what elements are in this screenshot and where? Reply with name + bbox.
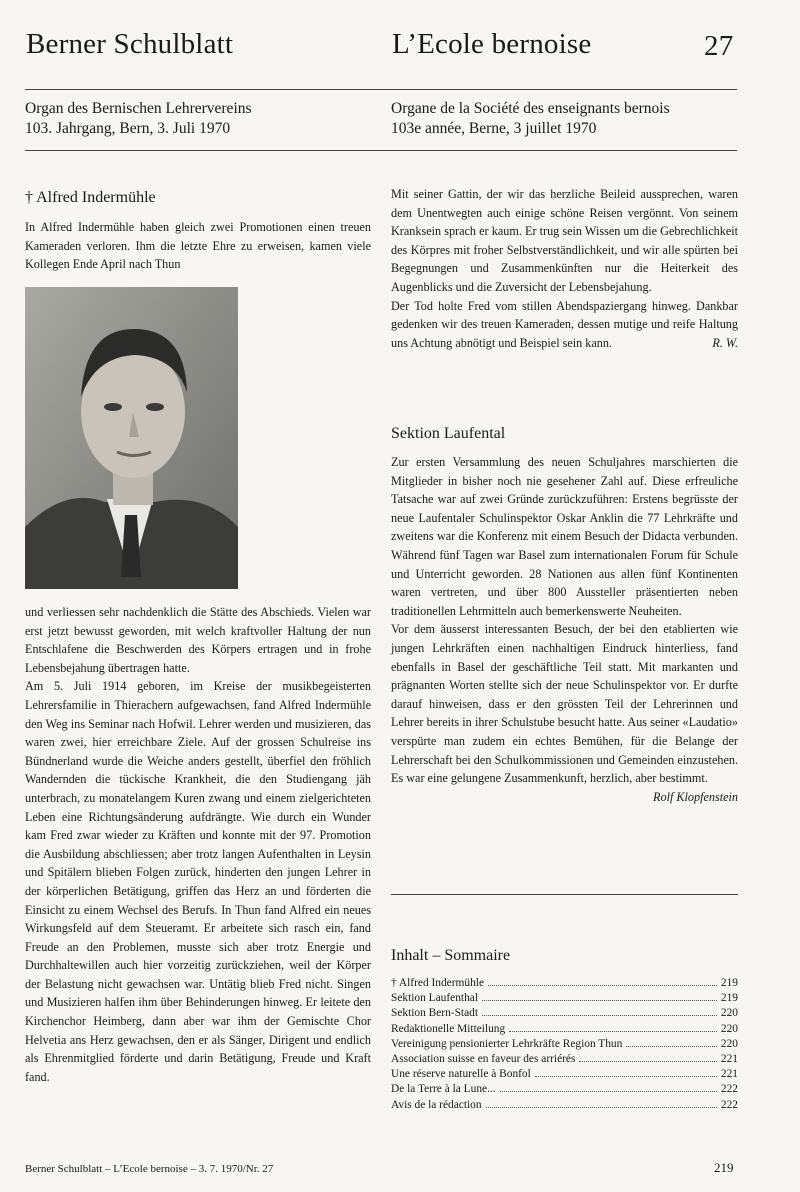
obituary-biography: Am 5. Juli 1914 geboren, im Kreise der musikbegeisterten Lehrersfamilie in Thierachern aufgewachsen, fand Alfred Indermühle den Weg ins Seminar nach Hofwil. Lehrer werden und musizieren, das waren zwei, hier erreichbare Ziele. Auf der grossen Schulreise ins Bündnerland wurde die Weiche anders gestellt, überfiel den fröhlich Wandernden die tückische Krankheit, die den Studiengang jäh unterbrach, zu monatelangem Kuren zwang und einem zielgerichteten Leben eine Richtungsänderung aufdrängte. Wie durch ein Wunder kam Fred zwar wieder zu Kräften und konnte mit der 97. Promotion die Ausbildung abschliessen; aber trotz langen Aufenthalten in Leysin und Spitälern blieben Folgen zurück, hinderten den jungen Lehrer in der körperlichen Betätigung, griffen das Herz an und förderten die Einsicht zu einem Wechsel des Berufs. In Thun fand Alfred ein neues Wirkungsfeld auf dem Steueramt. Er arbeitete sich rasch ein, fand Freude an den Problemen, musste sich aber trotz Energie und Durchhaltewillen auch hier vorzeitig zurückziehen, weil der Körper der Belastung nicht gewachsen war. Untätig blieb Fred nicht. Singen und Musizieren halfen ihm über Behinderungen hinweg. Er leitete den Kirchenchor Heimberg, dann aber war ihm der Gemischte Chor Helvetia ans Herz gewachsen, den er als Sänger, Dirigent und endlich als Ehrenmitglied förderte und darin Betätigung, Freude und Kraft fand. (25, 679, 371, 1084)
laufental-title: Sektion Laufental (391, 425, 506, 442)
toc-item[interactable]: Une réserve naturelle à Bonfol 221 (391, 1068, 738, 1081)
obituary-intro (25, 218, 371, 274)
obituary-body-left (25, 603, 371, 1086)
toc-rule (391, 894, 738, 895)
laufental-p1: Zur ersten Versammlung des neuen Schuljahres marschierten die Mitglieder in bisher noch nie gesehener Zahl auf. Diese erfreuliche Tatsache war auf zwei Gründe zurückzuführen: Erstens begrüsste der neue Laufentaler Schulinspektor Oskar Anklin die 77 Lehrkräfte und zweitens war die Konferenz mit einem Besuch der Didacta verbunden. Während fünf Tagen war Basel zum internationalen Forum für Schule und Unterricht geworden. 28 Nationen aus allen fünf Kontinenten waren vertreten, und über 800 Aussteller präsentierten neben traditionellen Lehrmitteln auch bemerkenswerte Neuheiten. (391, 455, 738, 618)
obituary-continuation: und verliessen sehr nachdenklich die Stätte des Abschieds. Vielen war erst jetzt bewusst geworden, mit welch kraftvoller Haltung der nun Entschlafene die Beschwerden des Körpers ertragen und in frohe Lebensbejahung übertragen hatte. (25, 605, 371, 675)
subhead-de-line1: Organ des Bernischen Lehrervereins (25, 100, 252, 117)
subhead-fr-line2: 103e année, Berne, 3 juillet 1970 (391, 120, 597, 137)
toc-item[interactable]: Redaktionelle Mitteilung 220 (391, 1022, 738, 1035)
obituary-body-right (391, 185, 738, 352)
toc-item[interactable]: Avis de la rédaction 222 (391, 1098, 738, 1111)
header-rule-bottom (25, 150, 737, 151)
footer-citation: Berner Schulblatt – L’Ecole bernoise – 3. 7. 1970/Nr. 27 (25, 1163, 274, 1175)
laufental-signature: Rolf Klopfenstein (653, 789, 738, 804)
obituary-right-p2 (391, 297, 738, 353)
masthead-de: Berner Schulblatt (26, 28, 234, 60)
page-number: 27 (704, 30, 734, 62)
subhead-de (25, 99, 252, 139)
toc-item[interactable]: † Alfred Indermühle 219 (391, 977, 738, 989)
subhead-fr-line1: Organe de la Société des enseignants bernois (391, 100, 670, 117)
obituary-intro-text: In Alfred Indermühle haben gleich zwei Promotionen einen treuen Kameraden verloren. Ihm die letzte Ehre zu erweisen, kamen viele Kollegen Ende April nach Thun (25, 220, 371, 272)
header-rule-top (25, 89, 737, 90)
obituary-title: † Alfred Indermühle (25, 189, 156, 206)
footer-page-number: 219 (714, 1160, 734, 1175)
laufental-body (391, 453, 738, 806)
toc-item[interactable]: Association suisse en faveur des arriérés 221 (391, 1053, 738, 1066)
laufental-p2 (391, 620, 738, 804)
toc-item[interactable]: Sektion Bern-Stadt 220 (391, 1007, 738, 1020)
portrait-photo (25, 287, 238, 589)
subhead-de-line2: 103. Jahrgang, Bern, 3. Juli 1970 (25, 120, 231, 137)
obituary-right-p2-text: Der Tod holte Fred vom stillen Abendspaziergang hinweg. Dankbar gedenken wir des treuen Kameraden, dessen mutige und reife Haltung uns Achtung abnötigt und Beispiel sein kann. (391, 298, 738, 350)
toc-item[interactable]: Vereinigung pensionierter Lehrkräfte Region Thun 220 (391, 1037, 738, 1050)
obituary-right-p1: Mit seiner Gattin, der wir das herzliche Beileid aussprechen, waren dem Unentwegten auch einige schöne Reisen vergönnt. Von seinem Kranksein sprach er kaum. Er trug sein Wissen um die Gebrechlichkeit des Körpres mit froher Selbstverständlichkeit, und wir alle spürten bei Begegnungen und Zusammenkünften nur die Heiterkeit des Augenblicks und die Zuversicht der Lebensbejahung. (391, 187, 738, 294)
portrait-illustration (25, 287, 238, 589)
obituary-signature: R. W. (712, 335, 738, 350)
toc-item[interactable]: Sektion Laufenthal 219 (391, 992, 738, 1005)
toc-item[interactable]: De la Terre à la Lune... 222 (391, 1083, 738, 1096)
laufental-p2-text: Vor dem äusserst interessanten Besuch, der bei den etablierten wie jungen Lehrkräften einen nachhaltigen Eindruck hinterliess, fand ebenfalls in Basel der geschäftliche Teil statt. Mit markanten und prägnanten Worten stellte sich der neue Schulinspektor vor. Er durfte darauf hinweisen, dass er den grössten Teil der Lehrerinnen und Lehrer bereits in ihrer Schulstube besucht hatte. Aus seiner «Laudatio» verspürte man zudem ein echtes Bemühen, für die Belange der Lehrerschaft bei den Schulkommissionen und Gemeinden einzustehen. Es war eine gelungene Zusammenkunft, herzlich, aber bestimmt. (391, 622, 738, 786)
subhead-fr (391, 99, 670, 139)
masthead-fr: L’Ecole bernoise (392, 28, 592, 60)
toc-list (391, 976, 738, 1113)
toc-title: Inhalt – Sommaire (391, 947, 511, 964)
